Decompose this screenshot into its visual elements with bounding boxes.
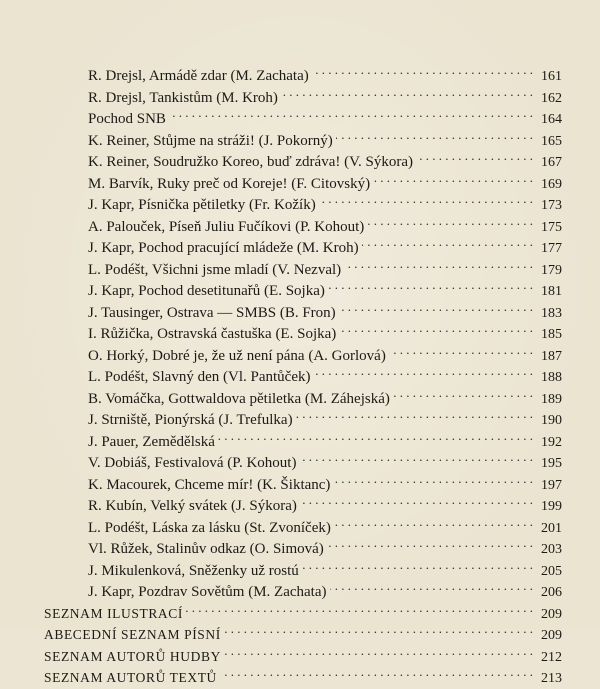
page-number: 209: [541, 628, 562, 643]
toc-entry-row: [88, 426, 562, 450]
toc-entry-title: K. Macourek, Chceme mír! (K. Šiktanc): [88, 476, 331, 493]
toc-entry-row: [88, 490, 562, 514]
toc-section-title: ABECEDNÍ SEZNAM PÍSNÍ: [44, 627, 221, 642]
page-number: 162: [541, 90, 562, 106]
toc-entry-row: [88, 82, 562, 106]
toc-section-row: [44, 641, 562, 665]
page-number: 203: [541, 542, 562, 557]
page-number: 173: [541, 198, 562, 213]
dot-leader: [312, 60, 533, 80]
dot-leader: [328, 275, 533, 295]
toc-entry-row: [88, 232, 562, 256]
page-number: 175: [541, 219, 562, 235]
toc-entry-title: K. Reiner, Soudružko Koreo, buď zdráva! (V. Sýkora): [88, 154, 413, 170]
page-number: 164: [541, 112, 562, 127]
toc-section-title: SEZNAM ILUSTRACÍ: [44, 605, 183, 621]
toc-entry-title: R. Kubín, Velký svátek (J. Sýkora): [88, 498, 297, 514]
toc-entry-title: J. Kapr, Pochod pracující mládeže (M. Kroh): [88, 240, 359, 256]
dot-leader: [334, 512, 533, 532]
toc-section-title: SEZNAM AUTORŮ TEXTŮ: [44, 670, 217, 685]
dot-leader: [393, 383, 533, 403]
page-number: 185: [541, 327, 562, 342]
page-number: 181: [541, 284, 562, 299]
toc-entry-row: [88, 297, 562, 321]
dot-leader: [281, 82, 533, 102]
page-number: 195: [541, 456, 562, 471]
toc-entry-title: J. Tausinger, Ostrava — SMBS (B. Fron): [88, 304, 336, 321]
page-number: 179: [541, 262, 562, 278]
toc-entry-row: [88, 168, 562, 192]
dot-leader: [362, 232, 533, 252]
toc-section-row: [44, 662, 562, 686]
dot-leader: [336, 125, 533, 145]
toc-entry-row: [88, 340, 562, 364]
dot-leader: [224, 641, 533, 661]
toc-entry-title: L. Podéšt, Všichni jsme mladí (V. Nezval): [88, 261, 342, 278]
toc-section-row: [44, 598, 562, 622]
page-number: 205: [541, 563, 562, 579]
dot-leader: [339, 318, 533, 338]
toc-entry-row: [88, 275, 562, 299]
toc-entry-row: [88, 383, 562, 407]
dot-leader: [319, 189, 533, 209]
toc-entry-row: [88, 211, 562, 235]
dot-leader: [313, 361, 533, 381]
toc-entry-title: V. Dobiáš, Festivalová (P. Kohout): [88, 455, 297, 471]
dot-leader: [330, 576, 534, 596]
page-number: 177: [541, 241, 562, 256]
toc-entry-title: K. Reiner, Stůjme na stráži! (J. Pokorný): [88, 132, 333, 149]
dot-leader: [333, 469, 533, 489]
page-number: 192: [541, 434, 562, 450]
toc-entry-title: L. Podéšt, Slavný den (Vl. Pantůček): [88, 369, 311, 385]
page-number: 212: [541, 649, 562, 665]
toc-entry-title: J. Kapr, Písnička pětiletky (Fr. Kožík): [88, 197, 316, 213]
page-number: 199: [541, 499, 562, 514]
toc-entry-title: O. Horký, Dobré je, že už není pána (A. Gorlová): [88, 347, 386, 364]
page-number: 167: [541, 155, 562, 170]
toc-entry-title: R. Drejsl, Tankistům (M. Kroh): [88, 89, 278, 106]
page-number: 165: [541, 133, 562, 149]
toc-section-row: [44, 619, 562, 643]
toc-entry-title: B. Vomáčka, Gottwaldova pětiletka (M. Záhejská): [88, 390, 390, 407]
toc-entry-row: [88, 533, 562, 557]
page-number: 187: [541, 348, 562, 364]
toc-entry-row: [88, 146, 562, 170]
toc-entry-title: J. Mikulenková, Sněženky už rostú: [88, 562, 299, 579]
dot-leader: [339, 297, 533, 317]
toc-entry-row: [88, 512, 562, 536]
page-number: 197: [541, 477, 562, 493]
toc-entry-row: [88, 404, 562, 428]
dot-leader: [416, 146, 533, 166]
dot-leader: [220, 662, 533, 682]
toc-entry-title: L. Podéšt, Láska za lásku (St. Zvoníček): [88, 519, 331, 536]
page-number: 189: [541, 391, 562, 407]
dot-leader: [302, 555, 533, 575]
toc-entry-row: [88, 103, 562, 127]
toc-entry-row: [88, 576, 562, 600]
dot-leader: [367, 211, 533, 231]
toc-entry-row: [88, 469, 562, 493]
toc-entry-title: M. Barvík, Ruky preč od Koreje! (F. Citovský): [88, 175, 371, 192]
toc-entry-row: [88, 254, 562, 278]
dot-leader: [186, 598, 533, 618]
dot-leader: [299, 447, 533, 467]
dot-leader: [169, 103, 533, 123]
page-number: 161: [541, 69, 562, 84]
toc-entry-row: [88, 60, 562, 84]
dot-leader: [373, 168, 533, 188]
page-number: 169: [541, 176, 562, 192]
page-number: 201: [541, 520, 562, 536]
dot-leader: [296, 404, 533, 424]
toc-entry-row: [88, 555, 562, 579]
page-number: 209: [541, 606, 562, 622]
page-number: 213: [541, 671, 562, 686]
toc-entry-row: [88, 447, 562, 471]
dot-leader: [327, 533, 533, 553]
dot-leader: [344, 254, 533, 274]
toc-entry-title: A. Palouček, Píseň Juliu Fučíkovi (P. Kohout): [88, 218, 365, 235]
toc-entry-title: J. Kapr, Pozdrav Sovětům (M. Zachata): [88, 584, 327, 600]
toc-section-title: SEZNAM AUTORŮ HUDBY: [44, 648, 221, 664]
dot-leader: [218, 426, 533, 446]
page-number: 183: [541, 305, 562, 321]
toc-entry-title: R. Drejsl, Armádě zdar (M. Zachata): [88, 68, 309, 84]
page-number: 190: [541, 413, 562, 428]
toc-entry-title: J. Pauer, Zemědělská: [88, 433, 215, 450]
toc-entry-row: [88, 318, 562, 342]
toc-entry-title: Pochod SNB: [88, 111, 166, 127]
page-number: 188: [541, 370, 562, 385]
page-number: 206: [541, 585, 562, 600]
dot-leader: [389, 340, 533, 360]
toc-entry-row: [88, 125, 562, 149]
dot-leader: [224, 619, 533, 639]
dot-leader: [300, 490, 533, 510]
toc-entry-title: Vl. Růžek, Stalinův odkaz (O. Simová): [88, 541, 324, 557]
toc-entry-row: [88, 189, 562, 213]
toc-entry-title: J. Strniště, Pionýrská (J. Trefulka): [88, 412, 293, 428]
toc-entry-row: [88, 361, 562, 385]
toc-entry-title: I. Růžička, Ostravská častuška (E. Sojka): [88, 326, 337, 342]
toc-entry-title: J. Kapr, Pochod desetitunařů (E. Sojka): [88, 283, 325, 299]
